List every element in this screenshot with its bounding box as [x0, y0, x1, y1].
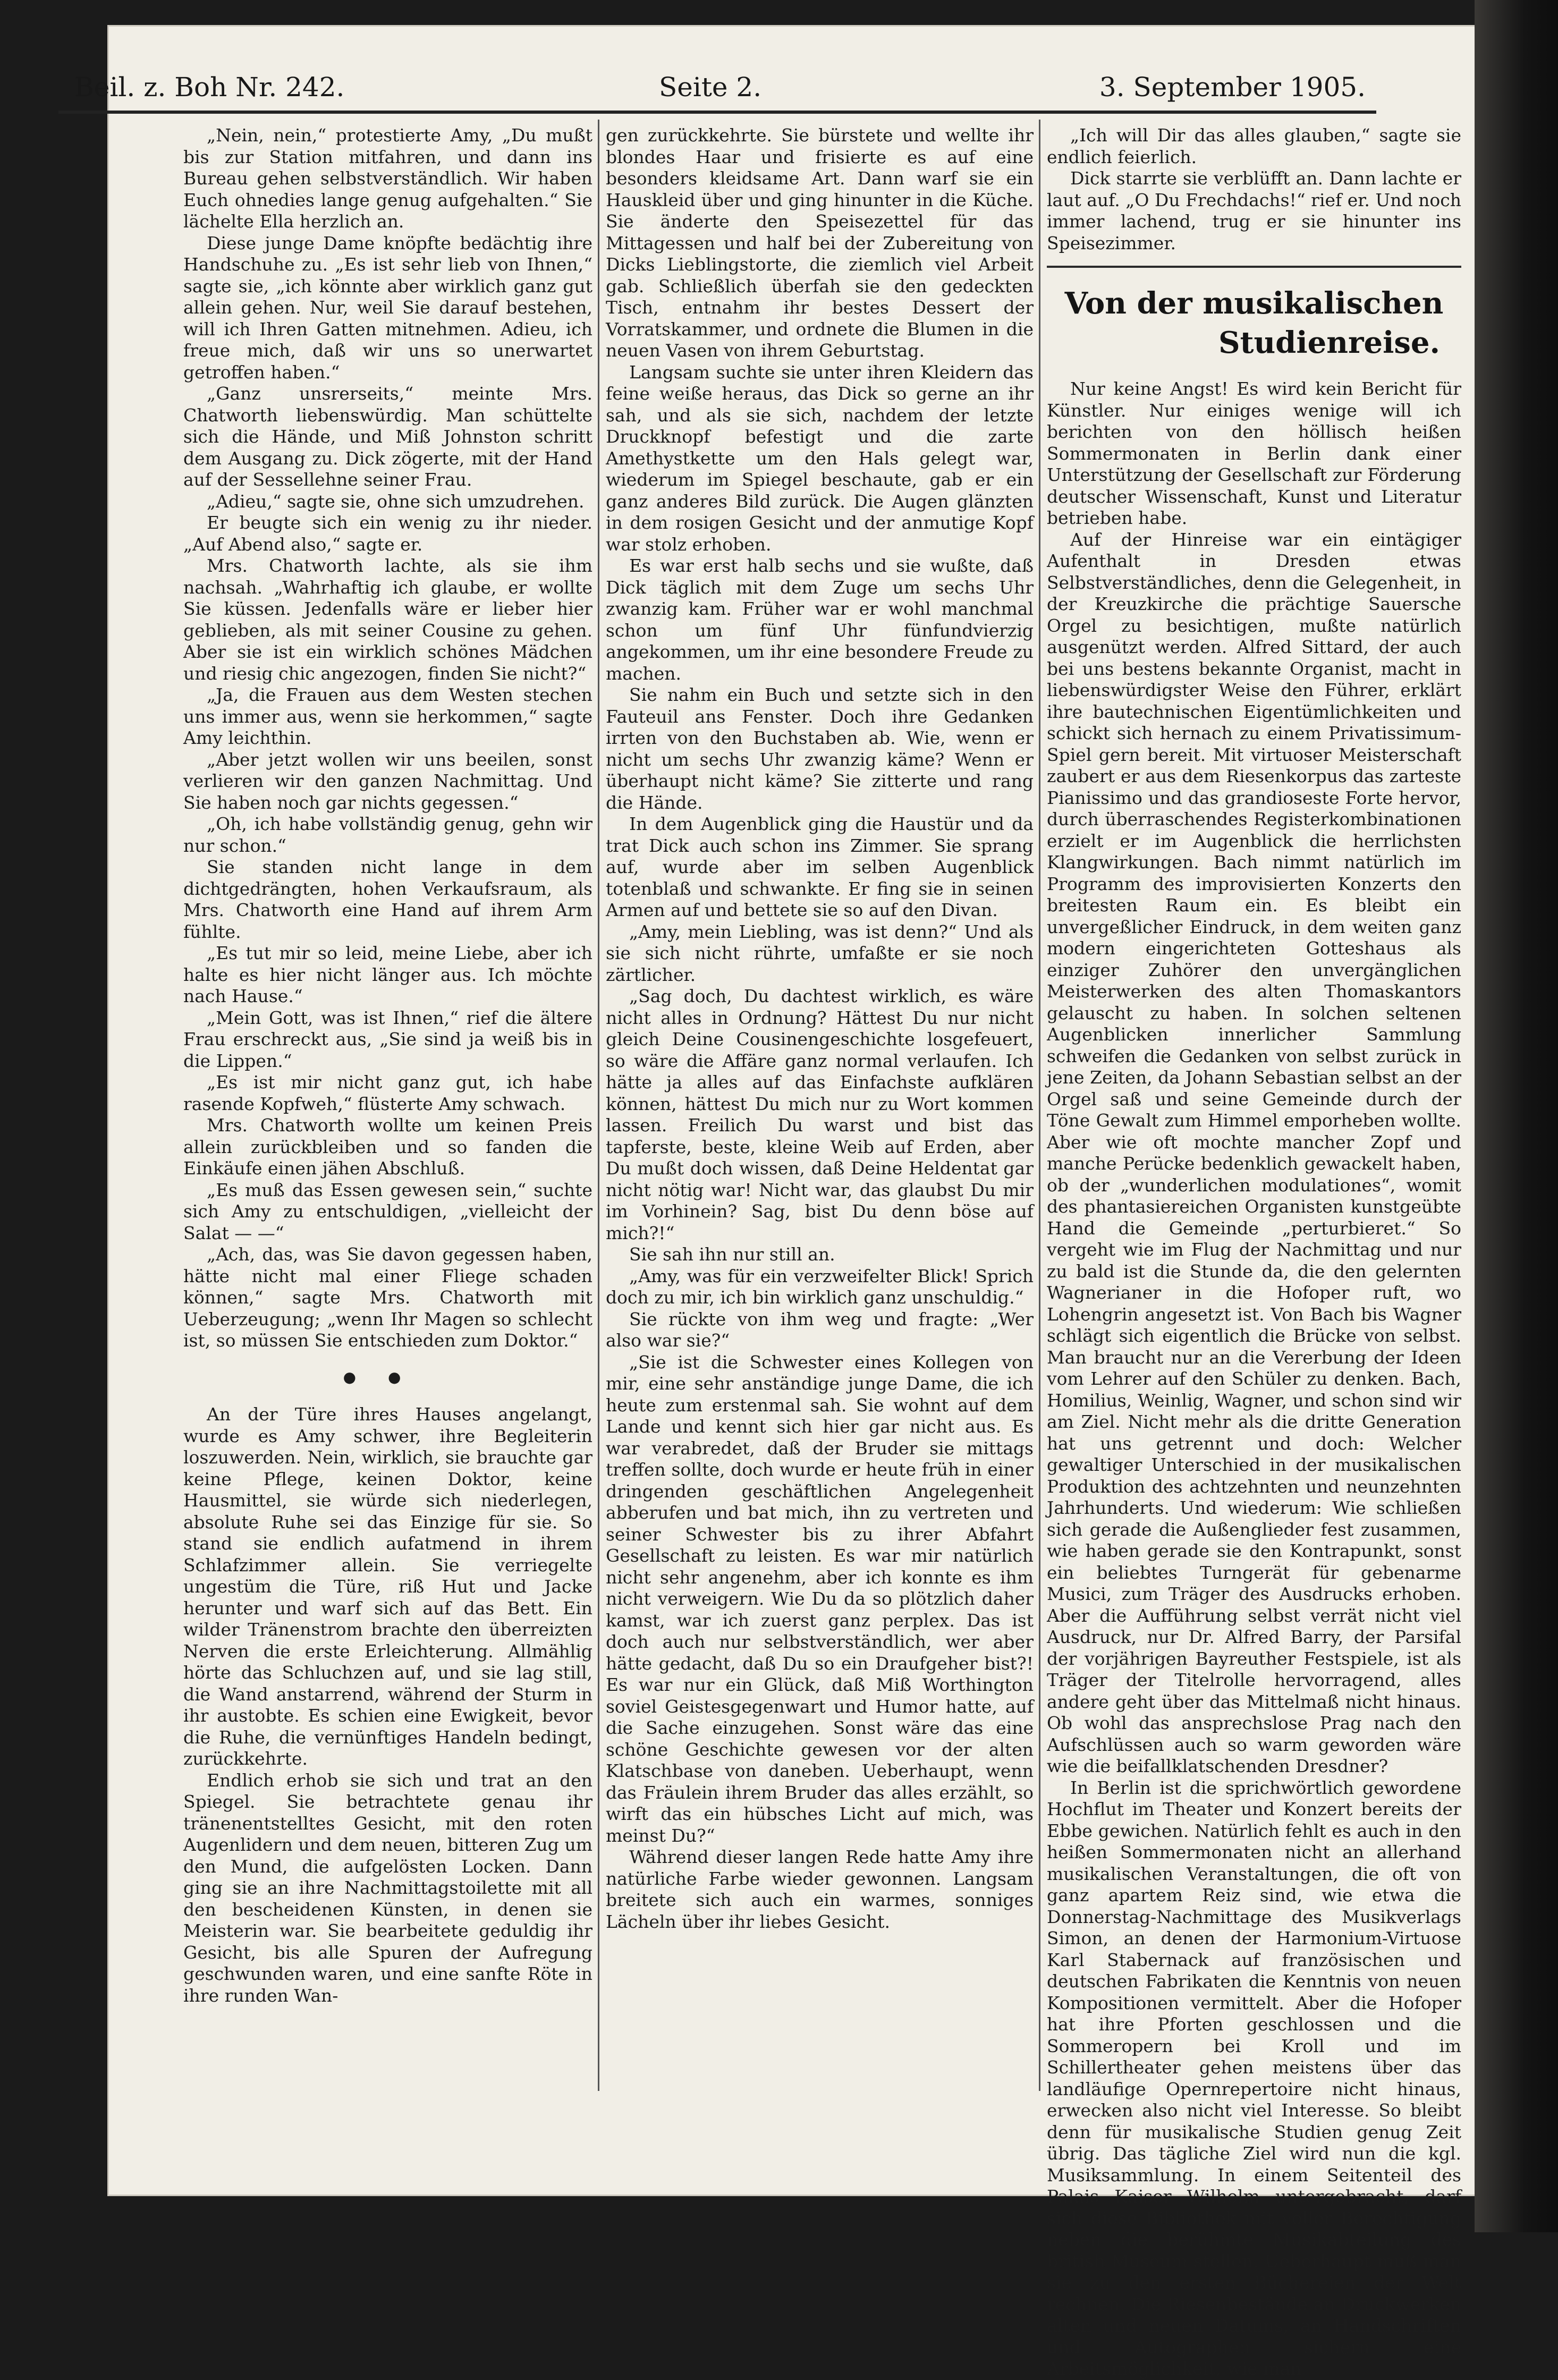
- page-header: [58, 50, 1366, 109]
- paragraph: „Nein, nein,“ protestierte Amy, „Du mußt bis zur Station mitfahren, und dann ins Bureau gehen selbstverständlich. Wir haben Euch ohnedies lange genug aufgehalten.“ Sie lächelte Ella herzlich an.: [183, 125, 592, 232]
- paragraph: Langsam suchte sie unter ihren Kleidern das feine weiße heraus, das Dick so gerne an ihr sah, und als sie sich, nachdem der letzte Druckknopf befestigt und die zarte Amethystkette um den Hals gelegt war, wiederum im Spiegel beschaute, gab er ein ganz anderes Bild zurück. Die Augen glänzten in dem rosigen Gesicht und der anmutige Kopf war stolz erhoben.: [606, 361, 1034, 555]
- article-title: [1047, 284, 1461, 362]
- paragraph: „Amy, was für ein verzweifelter Blick! Sprich doch zu mir, ich bin wirklich ganz unschuldig.“: [606, 1265, 1034, 1308]
- article-paragraph: Auf der Hinreise war ein eintägiger Aufenthalt in Dresden etwas Selbstverständliches, denn die Gelegenheit, in der Kreuzkirche die prächtige Sauersche Orgel zu besichtigen, mußte natürlich ausgenützt werden. Alfred Sittard, der auch bei uns bestens bekannte Organist, macht in liebenswürdigster Weise den Führer, erklärt ihre bautechnischen Eigentümlichkeiten und schickt sich hernach zu einem Privatissimum-Spiel gern bereit. Mit virtuoser Meisterschaft zaubert er aus dem Riesenkorpus das zarteste Pianissimo und das grandioseste Forte hervor, durch überraschendes Registerkombinationen erzielt er im Augenblick die herrlichsten Klangwirkungen. Bach nimmt natürlich im Programm des improvisierten Konzerts den breitesten Raum ein. Es bleibt ein unvergeßlicher Eindruck, in dem weiten ganz modern eingerichteten Gotteshaus als einziger Zuhörer den unvergänglichen Meisterwerken des alten Thomaskantors gelauscht zu haben. In solchen seltenen Augenblicken innerlicher Sammlung schweifen die Gedanken von selbst zurück in jene Zeiten, da Johann Sebastian selbst an der Orgel saß und seine Gemeinde durch der Töne Gewalt zum Himmel emporheben wollte. Aber wie oft mochte mancher Zopf und manche Perücke bedenklich gewackelt haben, ob der „wunderlichen modulationes“, womit des phantasiereichen Organisten kunstgeübte Hand die Gemeinde „perturbieret.“ So vergeht wie im Flug der Nachmittag und nur zu bald ist die Stunde da, die den gelernten Wagnerianer in die Hofoper ruft, wo Lohengrin angesetzt ist. Von Bach bis Wagner schlägt sich eigentlich die Brücke von selbst. Man braucht nur an die Vererbung der Ideen vom Lehrer auf den Schüler zu denken. Bach, Homilius, Weinlig, Wagner, und schon sind wir am Ziel. Nicht mehr als die dritte Generation hat uns getrennt und doch: Welcher gewaltiger Unterschied in der musikalischen Produktion des achtzehnten und neunzehnten Jahrhunderts. Und wiederum: Wie schließen sich gerade die Außenglieder fest zusammen, wie haben gerade sie den Kontrapunkt, sonst ein beliebtes Turngerät für gebenarme Musici, zum Träger des Ausdrucks erhoben. Aber die Aufführung selbst verrät nicht viel Ausdruck, nur Dr. Alfred Barry, der Parsifal der vorjährigen Bayreuther Festspiele, ist als Träger der Titelrolle hervorragend, alles andere geht über das Mittelmaß nicht hinaus. Ob wohl das ansprechslose Prag nach den Aufschlüssen auch so warm geworden wäre wie die beifallklatschenden Dresdner?: [1047, 529, 1461, 1776]
- paragraph: Mrs. Chatworth wollte um keinen Preis allein zurückbleiben und so fanden die Einkäufe einen jähen Abschluß.: [183, 1115, 592, 1179]
- paragraph: Es war erst halb sechs und sie wußte, daß Dick täglich mit dem Zuge um sechs Uhr zwanzig kam. Früher war er wohl manchmal schon um fünf Uhr fünfundvierzig angekommen, um ihr eine besondere Freude zu machen.: [606, 555, 1034, 684]
- paragraph: „Adieu,“ sagte sie, ohne sich umzudrehen.: [207, 490, 585, 512]
- paragraph: Er beugte sich ein wenig zu ihr nieder. „Auf Abend also,“ sagte er.: [183, 512, 592, 555]
- paragraph: Sie rückte von ihm weg und fragte: „Wer also war sie?“: [606, 1308, 1034, 1351]
- paragraph: „Ich will Dir das alles glauben,“ sagte sie endlich feierlich.: [1047, 125, 1461, 167]
- paragraph: „Mein Gott, was ist Ihnen,“ rief die ältere Frau erschreckt aus, „Sie sind ja weiß bis in die Lippen.“: [183, 1007, 592, 1071]
- paragraph: „Es muß das Essen gewesen sein,“ suchte sich Amy zu entschuldigen, „vielleicht der Salat — —“: [183, 1179, 592, 1243]
- paragraph: Dick starrte sie verblüfft an. Dann lachte er laut auf. „O Du Frechdachs!“ rief er. Und noch immer lachend, trug er sie hinunter ins Speisezimmer.: [1047, 168, 1461, 253]
- header-page-number: Seite 2.: [659, 72, 762, 103]
- header-issue: Beil. z. Boh Nr. 242.: [74, 72, 345, 103]
- paragraph: „Amy, mein Liebling, was ist denn?“ Und als sie sich nicht rührte, umfaßte er sie noch zärtlicher.: [606, 921, 1034, 985]
- column-divider: [1039, 120, 1040, 2091]
- paragraph: „Oh, ich habe vollständig genug, gehn wir nur schon.“: [183, 814, 592, 856]
- section-separator: ●●: [343, 1368, 433, 1386]
- paragraph: Endlich erhob sie sich und trat an den Spiegel. Sie betrachtete genau ihr tränenentstelltes Gesicht, mit den roten Augenlidern und dem neuen, bitteren Zug um den Mund, die aufgelösten Locken. Dann ging sie an ihre Nachmittagstoilette mit all den bescheidenen Künsten, in denen sie Meisterin war. Sie bearbeitete geduldig ihr Gesicht, bis alle Spuren der Aufregung geschwunden waren, und eine sanfte Röte in ihre runden Wan-: [183, 1769, 592, 2006]
- column-3: [1047, 125, 1461, 2379]
- column-1: [183, 125, 592, 2102]
- column-divider: [598, 120, 599, 2091]
- article-divider: [1047, 266, 1461, 268]
- paragraph: Sie sah ihn nur still an.: [629, 1244, 835, 1265]
- paragraph: „Sag doch, Du dachtest wirklich, es wäre nicht alles in Ordnung? Hättest Du nur nicht gleich Deine Cousinengeschichte losgefeuert, so wäre die Affäre ganz normal verlaufen. Ich hätte ja alles auf das Einfachste aufklären können, hättest Du mich nur zu Wort kommen lassen. Freilich Du warst und bist das tapferste, beste, kleine Weib auf Erden, aber Du mußt doch wissen, daß Deine Heldentat gar nicht nötig war! Nicht war, das glaubst Du mir im Vorhinein? Sag, bist Du denn böse auf mich?!“: [606, 986, 1034, 1243]
- paragraph: „Aber jetzt wollen wir uns beeilen, sonst verlieren wir den ganzen Nachmittag. Und Sie haben noch gar nichts gegessen.“: [183, 749, 592, 813]
- paragraph: „Ganz unsrerseits,“ meinte Mrs. Chatworth liebenswürdig. Man schüttelte sich die Hände, und Miß Johnston schritt dem Ausgang zu. Dick zögerte, mit der Hand auf der Sessellehne seiner Frau.: [183, 383, 592, 490]
- paragraph: „Sie ist die Schwester eines Kollegen von mir, eine sehr anständige junge Dame, die ich heute zum erstenmal sah. Sie wohnt auf dem Lande und kennt sich hier gar nicht aus. Es war verabredet, daß der Bruder sie mittags treffen sollte, doch wurde er heute früh in einer dringenden geschäftlichen Angelegenheit abberufen und bat mich, ihn zu vertreten und seiner Schwester bis zu ihrer Abfahrt Gesellschaft zu leisten. Es war mir natürlich nicht sehr angenehm, aber ich konnte es ihm nicht verweigern. Wie Du da so plötzlich daher kamst, war ich zuerst ganz perplex. Das ist doch auch nur selbstverständlich, wer aber hätte gedacht, daß Du so ein Draufgeher bist?! Es war nur ein Glück, daß Miß Worthington soviel Geistesgegenwart und Humor hatte, auf die Sache einzugehen. Sonst wäre das eine schöne Geschichte gewesen vor der alten Klatschbase von daneben. Ueberhaupt, wenn das Fräulein ihrem Bruder das alles erzählt, so wirft das ein hübsches Licht auf mich, was meinst Du?“: [606, 1351, 1034, 1846]
- paragraph: Sie nahm ein Buch und setzte sich in den Fauteuil ans Fenster. Doch ihre Gedanken irrten von den Buchstaben ab. Wie, wenn er nicht um sechs Uhr zwanzig käme? Wenn er überhaupt nicht käme? Sie zitterte und rang die Hände.: [606, 684, 1034, 813]
- paragraph: „Ach, das, was Sie davon gegessen haben, hätte nicht mal einer Fliege schaden können,“ sagte Mrs. Chatworth mit Ueberzeugung; „wenn Ihr Magen so schlecht ist, so müssen Sie entschieden zum Doktor.“: [183, 1244, 592, 1351]
- paragraph: „Es tut mir so leid, meine Liebe, aber ich halte es hier nicht länger aus. Ich möchte nach Hause.“: [183, 943, 592, 1006]
- article-paragraph: In Berlin ist die sprichwörtlich gewordene Hochflut im Theater und Konzert bereits der Ebbe gewichen. Natürlich fehlt es auch in den heißen Sommermonaten nicht an allerhand musikalischen Veranstaltungen, die oft von ganz apartem Reiz sind, wie etwa die Donnerstag-Nachmittage des Musikverlags Simon, an denen der Harmonium-Virtuose Karl Stabernack auf französischen und deutschen Fabrikaten die Kenntnis von neuen Kompositionen vermittelt. Aber die Hofoper hat ihre Pforten geschlossen und die Sommeropern bei Kroll und im Schillertheater gehen meistens über das landläufige Opernrepertoire nicht hinaus, erwecken also nicht viel Interesse. So bleibt denn für musikalische Studien genug Zeit übrig. Das tägliche Ziel wird nun die kgl. Musiksammlung. In einem Seitenteil des Palais Kaiser Wilhelm untergebracht, darf sich diese Bibliothek mit voller Berechtigung neben die berühmte Musikabteilung des british Museum stellen. Ueberhaupt muß man sie zu den ersten Büchereien der Welt rechnen. Die Riesenbestände an Druckwerken alten und neuen Datums, an Handschriften und Autographen sichern eine Arbeitsmöglichkeit, wie man: [1047, 1777, 1461, 2379]
- column-2: [606, 125, 1034, 2102]
- header-date: 3. September 1905.: [1099, 72, 1366, 103]
- header-rule: [58, 111, 1376, 114]
- paragraph: Mrs. Chatworth lachte, als sie ihm nachsah. „Wahrhaftig ich glaube, er wollte Sie küssen. Jedenfalls wäre er lieber hier geblieben, als mit seiner Cousine zu gehen. Aber sie ist ein wirklich schönes Mädchen und riesig chic angezogen, finden Sie nicht?“: [183, 555, 592, 684]
- scan-edge: [1475, 0, 1558, 2232]
- article-paragraph: Nur keine Angst! Es wird kein Bericht für Künstler. Nur einiges wenige will ich berichten von den höllisch heißen Sommermonaten in Berlin dank einer Unterstützung der Gesellschaft zur Förderung deutscher Wissenschaft, Kunst und Literatur betrieben habe.: [1047, 378, 1461, 528]
- paragraph: Sie standen nicht lange in dem dichtgedrängten, hohen Verkaufsraum, als Mrs. Chatworth eine Hand auf ihrem Arm fühlte.: [183, 857, 592, 942]
- paragraph: Während dieser langen Rede hatte Amy ihre natürliche Farbe wieder gewonnen. Langsam breitete sich auch ein warmes, sonniges Lächeln über ihr liebes Gesicht.: [606, 1847, 1034, 1932]
- paragraph: „Es ist mir nicht ganz gut, ich habe rasende Kopfweh,“ flüsterte Amy schwach.: [183, 1072, 592, 1114]
- paragraph: „Ja, die Frauen aus dem Westen stechen uns immer aus, wenn sie herkommen,“ sagte Amy leichthin.: [183, 684, 592, 748]
- paragraph: In dem Augenblick ging die Haustür und da trat Dick auch schon ins Zimmer. Sie sprang auf, wurde aber im selben Augenblick totenblaß und schwankte. Er fing sie in seinen Armen auf und bettete sie so auf den Divan.: [606, 814, 1034, 920]
- article-title-line: Von der musikalischen: [1064, 286, 1444, 321]
- paragraph: gen zurückkehrte. Sie bürstete und wellte ihr blondes Haar und frisierte es auf eine besonders kleidsame Art. Dann warf sie ein Hauskleid über und ging hinunter in die Küche. Sie änderte den Speisezettel für das Mittagessen und half bei der Zubereitung von Dicks Lieblingstorte, die ziemlich viel Arbeit gab. Schließlich überfah sie den gedeckten Tisch, entnahm ihr bestes Dessert der Vorratskammer, und ordnete die Blumen in die neuen Vasen von ihrem Geburtstag.: [606, 125, 1034, 361]
- paragraph: An der Türe ihres Hauses angelangt, wurde es Amy schwer, ihre Begleiterin loszuwerden. Nein, wirklich, sie brauchte gar keine Pflege, keinen Doktor, keine Hausmittel, sie würde sich niederlegen, absolute Ruhe sei das Einzige für sie. So stand sie endlich aufatmend in ihrem Schlafzimmer allein. Sie verriegelte ungestüm die Türe, riß Hut und Jacke herunter und warf sich auf das Bett. Ein wilder Tränenstrom brachte den überreizten Nerven die erste Erleichterung. Allmählig hörte das Schluchzen auf, und sie lag still, die Wand anstarrend, während der Sturm in ihr austobte. Es schien eine Ewigkeit, bevor die Ruhe, die vernünftiges Handeln bedingt, zurückkehrte.: [183, 1404, 592, 1769]
- paragraph: Diese junge Dame knöpfte bedächtig ihre Handschuhe zu. „Es ist sehr lieb von Ihnen,“ sagte sie, „ich könnte aber wirklich ganz gut allein gehen. Nur, weil Sie darauf bestehen, will ich Ihren Gatten mitnehmen. Adieu, ich freue mich, daß wir uns so unerwartet getroffen haben.“: [183, 232, 592, 383]
- article-title-line: Studienreise.: [1218, 325, 1440, 360]
